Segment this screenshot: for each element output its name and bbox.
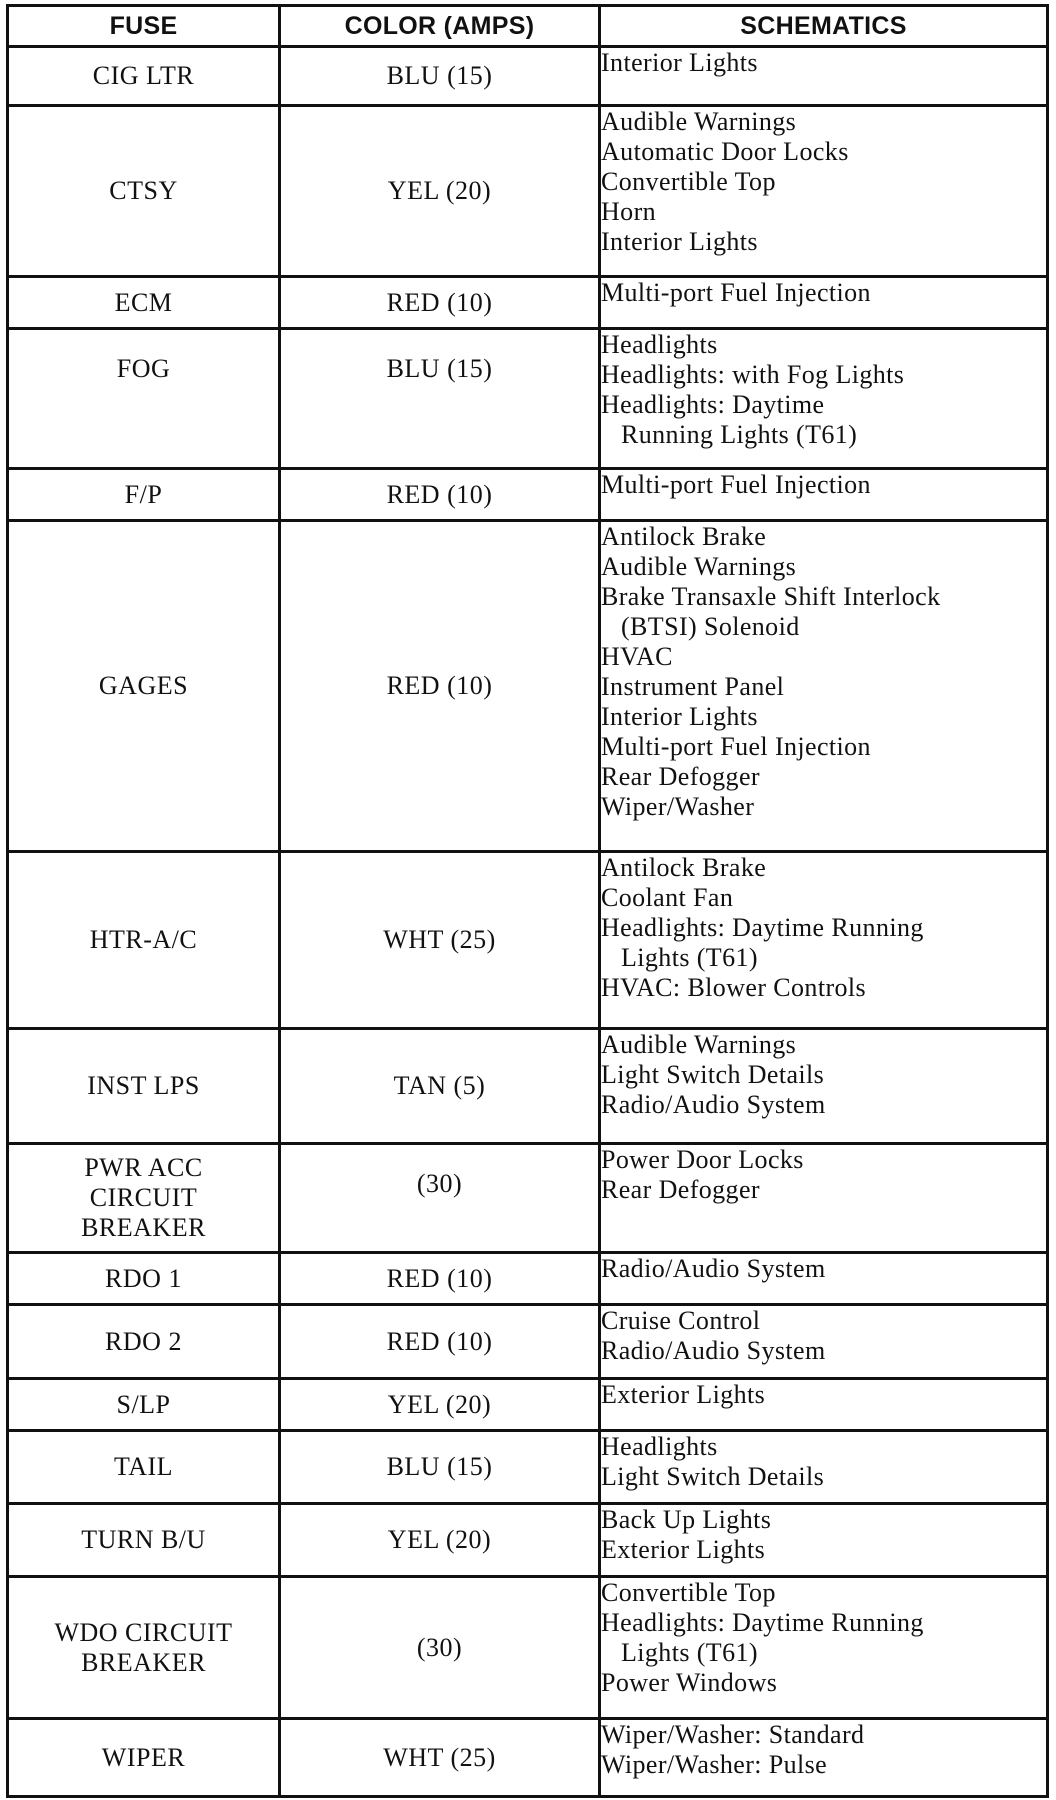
fuse-cell xyxy=(8,1029,280,1144)
schematic-item: Antilock Brake xyxy=(601,853,767,882)
fuse-cell xyxy=(8,521,280,852)
fuse-name: S/LP xyxy=(116,1389,171,1419)
fuse-cell xyxy=(8,329,280,469)
schematics-cell xyxy=(600,852,1048,1029)
schematic-item: Automatic Door Locks xyxy=(601,137,849,166)
fuse-name: CIG LTR xyxy=(92,61,195,90)
fuse-cell xyxy=(8,1144,280,1253)
fuse-name: CIRCUIT xyxy=(89,1183,198,1212)
table-row xyxy=(8,521,1048,852)
schematics-cell xyxy=(600,277,1048,329)
schematic-item: Radio/Audio System xyxy=(601,1090,826,1119)
fuse-name: INST LPS xyxy=(87,1071,200,1100)
schematic-item: Headlights: Daytime Running xyxy=(601,1608,924,1637)
fuse-name: RDO 2 xyxy=(105,1326,182,1356)
schematics-cell xyxy=(600,1719,1048,1797)
schematic-item: Interior Lights xyxy=(601,48,758,77)
color-cell: WHT (25) xyxy=(280,1719,600,1797)
schematic-item: Running Lights (T61) xyxy=(621,420,858,449)
fuse-name: WIPER xyxy=(101,1742,186,1772)
schematic-item: Headlights: with Fog Lights xyxy=(601,360,905,389)
schematic-item: Convertible Top xyxy=(601,167,776,196)
color-cell: WHT (25) xyxy=(280,852,600,1029)
table-row xyxy=(8,1379,1048,1431)
header-row xyxy=(8,6,1048,47)
table-row xyxy=(8,1253,1048,1305)
schematics-cell xyxy=(600,521,1048,852)
fuse-name: HTR-A/C xyxy=(89,925,198,954)
schematic-item: Rear Defogger xyxy=(601,1175,760,1204)
schematic-item: Headlights xyxy=(601,1432,718,1461)
fuse-cell xyxy=(8,47,280,106)
schematic-item: Wiper/Washer: Standard xyxy=(601,1720,865,1749)
schematics-cell xyxy=(600,47,1048,106)
fuse-cell xyxy=(8,852,280,1029)
schematic-item: (BTSI) Solenoid xyxy=(621,612,800,641)
fuse-name: PWR ACC xyxy=(84,1153,203,1182)
fuse-name: CTSY xyxy=(109,176,178,205)
schematic-item: Multi-port Fuel Injection xyxy=(601,470,871,499)
schematic-item: Convertible Top xyxy=(601,1578,776,1607)
schematic-item: Headlights: Daytime xyxy=(601,390,825,419)
schematic-item: Audible Warnings xyxy=(601,107,797,136)
schematic-item: Lights (T61) xyxy=(621,943,758,972)
schematics-cell xyxy=(600,1144,1048,1253)
table-body xyxy=(8,47,1048,1797)
table-row xyxy=(8,1719,1048,1797)
fuse-name: BREAKER xyxy=(81,1647,206,1677)
header-color-amps: COLOR (AMPS) xyxy=(280,6,600,47)
header-fuse: FUSE xyxy=(8,6,280,47)
schematics-cell xyxy=(600,469,1048,521)
schematic-item: HVAC: Blower Controls xyxy=(601,973,867,1002)
fuse-cell xyxy=(8,1431,280,1504)
color-cell: (30) xyxy=(280,1577,600,1719)
schematic-item: Back Up Lights xyxy=(601,1505,772,1534)
schematics-cell xyxy=(600,106,1048,277)
fuse-cell xyxy=(8,1577,280,1719)
table-row xyxy=(8,277,1048,329)
schematics-cell xyxy=(600,329,1048,469)
table-row xyxy=(8,1504,1048,1577)
table-row xyxy=(8,469,1048,521)
schematic-item: Brake Transaxle Shift Interlock xyxy=(601,582,941,611)
table-row xyxy=(8,852,1048,1029)
schematic-item: Cruise Control xyxy=(601,1306,761,1335)
fuse-name: F/P xyxy=(124,479,163,509)
color-cell: RED (10) xyxy=(280,521,600,852)
schematic-item: Power Windows xyxy=(601,1668,778,1697)
color-cell: RED (10) xyxy=(280,1253,600,1305)
fuse-cell xyxy=(8,106,280,277)
schematic-item: Antilock Brake xyxy=(601,522,767,551)
table-row xyxy=(8,1431,1048,1504)
schematic-item: Multi-port Fuel Injection xyxy=(601,732,871,761)
schematic-item: Light Switch Details xyxy=(601,1462,825,1491)
fuse-cell xyxy=(8,1379,280,1431)
schematic-item: Exterior Lights xyxy=(601,1535,766,1564)
table-row xyxy=(8,1305,1048,1379)
fuse-name: BREAKER xyxy=(81,1213,206,1242)
table-header xyxy=(8,6,1048,47)
table-row xyxy=(8,1577,1048,1719)
schematic-item: Light Switch Details xyxy=(601,1060,825,1089)
table-row xyxy=(8,106,1048,277)
fuse-name: TURN B/U xyxy=(81,1525,206,1554)
schematic-item: Rear Defogger xyxy=(601,762,760,791)
fuse-cell xyxy=(8,277,280,329)
schematics-cell xyxy=(600,1379,1048,1431)
schematic-item: Headlights: Daytime Running xyxy=(601,913,924,942)
color-cell: BLU (15) xyxy=(280,1431,600,1504)
fuse-name: FOG xyxy=(116,354,171,383)
schematic-item: Horn xyxy=(601,197,657,226)
schematic-item: Radio/Audio System xyxy=(601,1254,826,1283)
schematics-cell xyxy=(600,1253,1048,1305)
schematics-cell xyxy=(600,1577,1048,1719)
fuse-name: GAGES xyxy=(98,671,189,700)
color-cell: YEL (20) xyxy=(280,1379,600,1431)
color-cell: BLU (15) xyxy=(280,47,600,106)
schematic-item: Instrument Panel xyxy=(601,672,785,701)
fuse-cell xyxy=(8,1719,280,1797)
schematic-item: Interior Lights xyxy=(601,702,758,731)
schematic-item: Wiper/Washer xyxy=(601,792,755,821)
schematics-cell xyxy=(600,1305,1048,1379)
fuse-cell xyxy=(8,1253,280,1305)
schematic-item: Exterior Lights xyxy=(601,1380,766,1409)
table-row xyxy=(8,1029,1048,1144)
schematic-item: HVAC xyxy=(601,642,673,671)
schematics-cell xyxy=(600,1504,1048,1577)
color-cell: YEL (20) xyxy=(280,106,600,277)
schematic-item: Audible Warnings xyxy=(601,1030,797,1059)
fuse-name: TAIL xyxy=(113,1452,174,1481)
schematic-item: Headlights xyxy=(601,330,718,359)
schematics-cell xyxy=(600,1029,1048,1144)
color-cell: RED (10) xyxy=(280,1305,600,1379)
color-cell: BLU (15) xyxy=(280,329,600,469)
table-row xyxy=(8,329,1048,469)
schematics-cell xyxy=(600,1431,1048,1504)
color-cell: (30) xyxy=(280,1144,600,1253)
fuse-table xyxy=(6,4,1049,1798)
table-row xyxy=(8,47,1048,106)
fuse-name: RDO 1 xyxy=(105,1263,182,1293)
schematic-item: Coolant Fan xyxy=(601,883,734,912)
schematic-item: Radio/Audio System xyxy=(601,1336,826,1365)
fuse-name: WDO CIRCUIT xyxy=(54,1617,233,1647)
fuse-cell xyxy=(8,1305,280,1379)
fuse-cell xyxy=(8,1504,280,1577)
schematic-item: Audible Warnings xyxy=(601,552,797,581)
color-cell: RED (10) xyxy=(280,277,600,329)
header-schematics: SCHEMATICS xyxy=(600,6,1048,47)
schematic-item: Wiper/Washer: Pulse xyxy=(601,1750,828,1779)
schematic-item: Power Door Locks xyxy=(601,1145,804,1174)
color-cell: YEL (20) xyxy=(280,1504,600,1577)
schematic-item: Interior Lights xyxy=(601,227,758,256)
schematic-item: Multi-port Fuel Injection xyxy=(601,278,871,307)
color-cell: RED (10) xyxy=(280,469,600,521)
table-row xyxy=(8,1144,1048,1253)
fuse-name: ECM xyxy=(114,287,173,317)
schematic-item: Lights (T61) xyxy=(621,1638,758,1667)
color-cell: TAN (5) xyxy=(280,1029,600,1144)
fuse-cell xyxy=(8,469,280,521)
